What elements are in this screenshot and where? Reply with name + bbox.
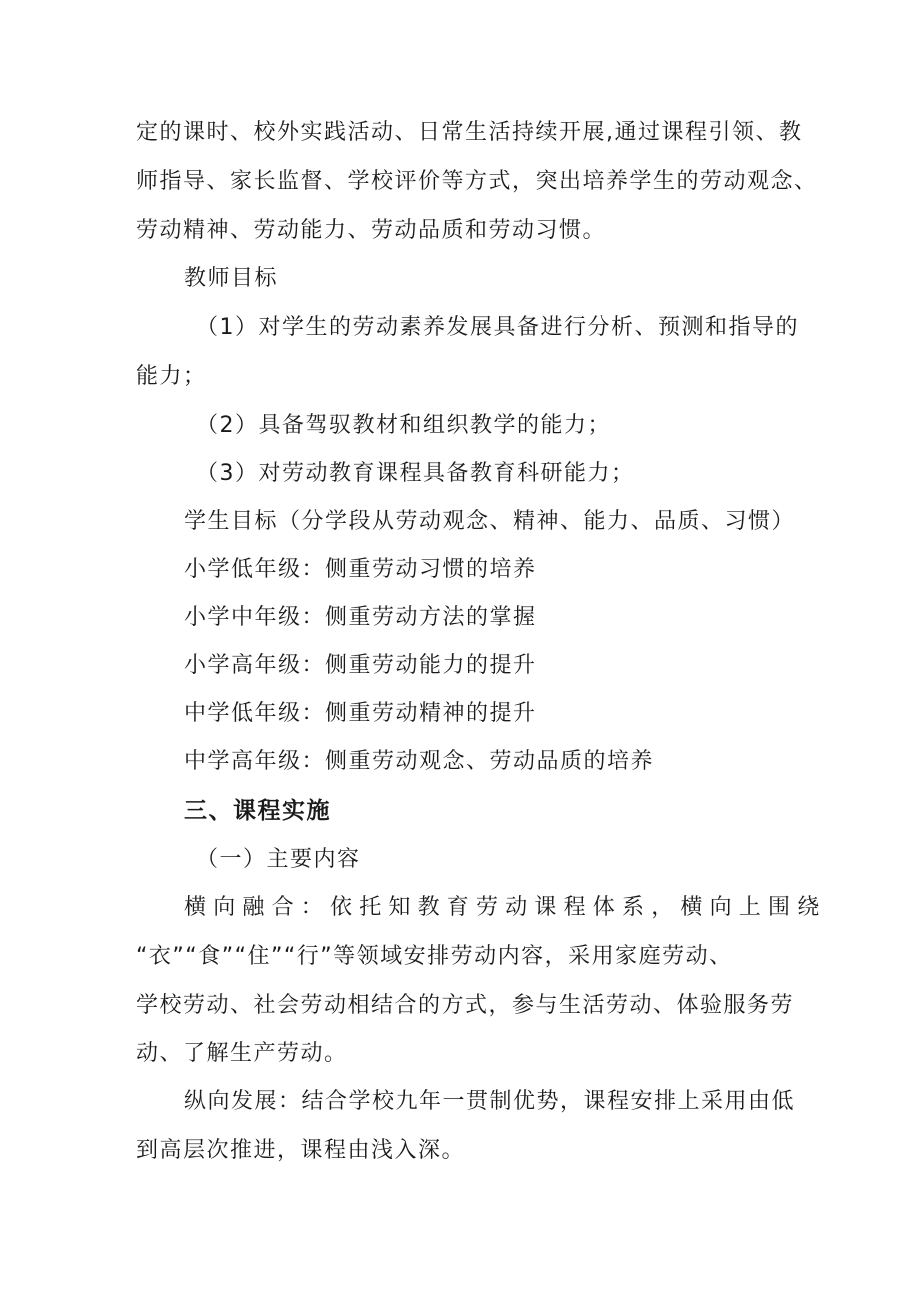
paragraph-line: 学校劳动、社会劳动相结合的方式，参与生活劳动、体验服务劳: [136, 993, 795, 1018]
paragraph-line: “衣”“食”“住”“行”等领域安排劳动内容，采用家庭劳动、: [136, 944, 733, 969]
student-goal-item: 小学中年级：侧重劳动方法的掌握: [184, 605, 537, 630]
paragraph-line: 定的课时、校外实践活动、日常生活持续开展,通过课程引领、教: [136, 120, 803, 145]
teacher-goal-item: （2）具备驾驭教材和组织教学的能力；: [196, 413, 611, 438]
student-goal-item: 中学低年级：侧重劳动精神的提升: [184, 701, 537, 726]
teacher-goals-title: 教师目标: [184, 266, 279, 291]
section-heading: 三、课程实施: [184, 798, 331, 824]
student-goal-item: 中学高年级：侧重劳动观念、劳动品质的培养: [184, 749, 655, 774]
paragraph-line: 到高层次推进，课程由浅入深。: [136, 1138, 466, 1163]
student-goal-item: 小学高年级：侧重劳动能力的提升: [184, 653, 537, 678]
paragraph-line: 横向融合：依托知教育劳动课程体系，横向上围绕: [184, 895, 827, 920]
paragraph-line: 动、了解生产劳动。: [136, 1041, 348, 1066]
teacher-goal-item: 能力；: [136, 364, 207, 389]
teacher-goal-item: （1）对学生的劳动素养发展具备进行分析、预测和指导的: [196, 315, 799, 340]
student-goals-title: 学生目标（分学段从劳动观念、精神、能力、品质、习惯）: [184, 509, 796, 534]
student-goal-item: 小学低年级：侧重劳动习惯的培养: [184, 557, 537, 582]
teacher-goal-item: （3）对劳动教育课程具备教育科研能力；: [196, 461, 635, 486]
paragraph-line: 纵向发展：结合学校九年一贯制优势，课程安排上采用由低: [184, 1089, 796, 1114]
paragraph-line: 劳动精神、劳动能力、劳动品质和劳动习惯。: [136, 218, 607, 243]
subsection-heading: （一）主要内容: [196, 847, 361, 872]
paragraph-line: 师指导、家长监督、学校评价等方式，突出培养学生的劳动观念、: [136, 169, 818, 194]
